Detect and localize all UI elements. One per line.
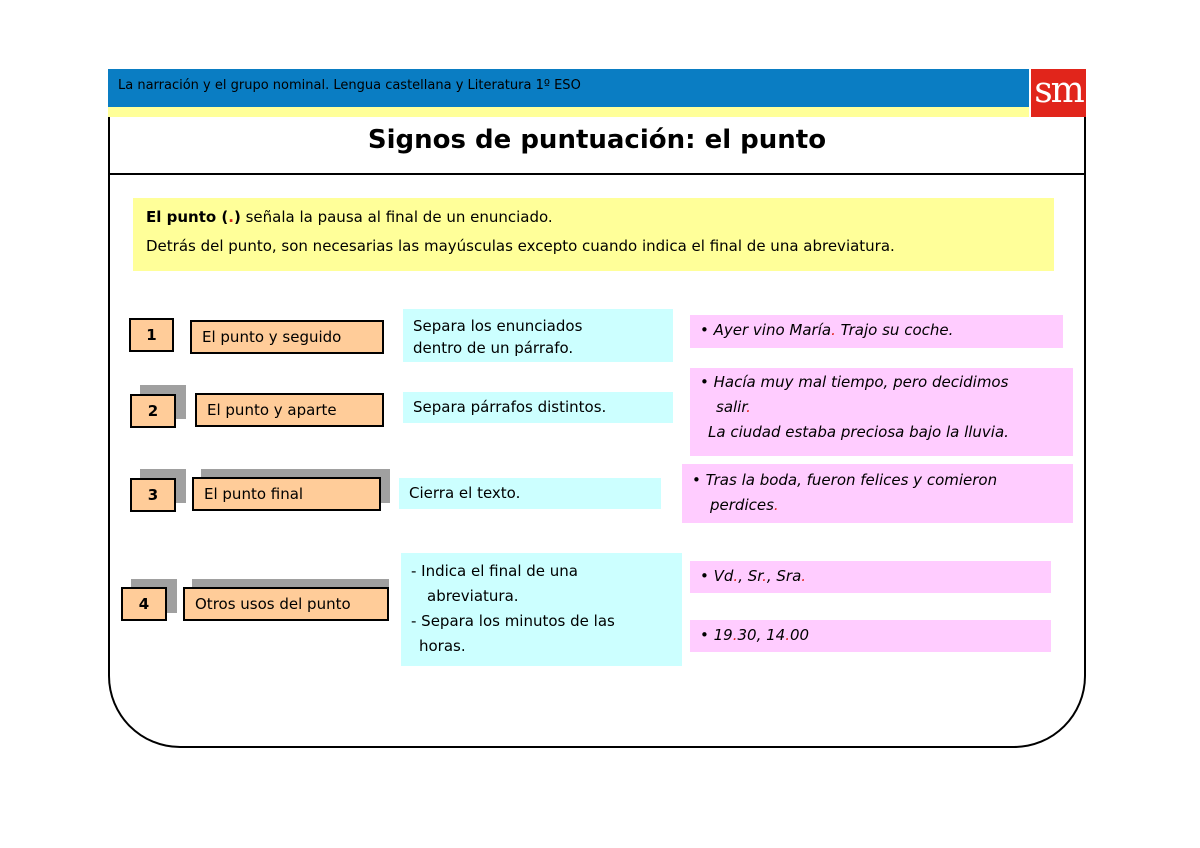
example-dot: .	[746, 398, 751, 416]
item-description-1	[403, 309, 673, 362]
example-text: Tras la boda, fueron felices y comieron	[705, 471, 998, 489]
item-description-4	[401, 553, 682, 666]
item-example-1	[690, 315, 1063, 348]
example-line	[700, 623, 1041, 648]
sm-logo: sm	[1031, 69, 1086, 117]
definition-line-1	[146, 208, 553, 226]
definition-term: El punto (	[146, 208, 229, 226]
item-number-3: 3	[130, 478, 176, 512]
item-description-2	[403, 392, 673, 423]
description-line: - Separa los minutos de las	[411, 612, 615, 630]
item-number-2: 2	[130, 394, 176, 428]
bullet: •	[700, 567, 714, 585]
item-description-3	[399, 478, 661, 509]
bullet: •	[700, 373, 714, 391]
description-line: Cierra el texto.	[409, 484, 521, 502]
item-example-2	[690, 368, 1073, 456]
bullet: •	[700, 321, 714, 339]
page-title: Signos de puntuación: el punto	[367, 125, 827, 155]
example-line	[700, 318, 1053, 343]
definition-dot: .	[228, 208, 234, 226]
item-name-3: El punto final	[192, 477, 381, 511]
example-text: 19	[713, 626, 733, 644]
description-line: abreviatura.	[427, 587, 519, 605]
bullet: •	[692, 471, 706, 489]
example-line	[692, 493, 1063, 518]
bullet: •	[700, 626, 714, 644]
description-line: horas.	[419, 637, 466, 655]
item-example-4b	[690, 620, 1051, 652]
example-text: perdices	[710, 496, 774, 514]
definition-text: señala la pausa al final de un enunciado.	[240, 208, 553, 226]
example-text: Hacía muy mal tiempo, pero decidimos	[713, 373, 1009, 391]
example-line	[700, 395, 1063, 420]
example-line	[700, 564, 1041, 589]
example-text: salir	[716, 398, 747, 416]
item-name-1: El punto y seguido	[190, 320, 384, 354]
item-example-4a	[690, 561, 1051, 593]
header-stripe	[108, 107, 1029, 117]
item-number-1: 1	[129, 318, 174, 352]
example-dot: .	[733, 567, 739, 585]
example-dot: .	[773, 496, 779, 514]
example-text: Ayer vino María	[713, 321, 832, 339]
description-line: Separa párrafos distintos.	[413, 398, 607, 416]
example-text: Trajo su coche.	[835, 321, 954, 339]
example-dot: .	[801, 567, 807, 585]
example-text: 00	[790, 626, 810, 644]
description-line: dentro de un párrafo.	[413, 339, 574, 357]
example-text: , Sr	[738, 567, 763, 585]
example-dot: .	[785, 626, 790, 644]
example-text: Vd	[713, 567, 734, 585]
example-text: 30, 14	[737, 626, 786, 644]
item-name-2: El punto y aparte	[195, 393, 384, 427]
header-subtitle: La narración y el grupo nominal. Lengua castellana y Literatura 1º ESO	[118, 78, 581, 93]
item-name-4: Otros usos del punto	[183, 587, 389, 621]
item-number-4: 4	[121, 587, 167, 621]
example-dot: .	[831, 321, 836, 339]
example-line	[692, 468, 1063, 493]
example-line	[700, 370, 1063, 395]
definition-paren: )	[233, 208, 241, 226]
example-text: , Sra	[766, 567, 802, 585]
example-dot: .	[762, 567, 767, 585]
example-dot: .	[732, 626, 738, 644]
item-example-3	[682, 464, 1073, 523]
description-line: Separa los enunciados	[413, 317, 583, 335]
definition-line-2: Detrás del punto, son necesarias las mayúsculas excepto cuando indica el final de una abreviatura.	[146, 237, 895, 255]
description-line: - Indica el final de una	[411, 562, 578, 580]
example-line: La ciudad estaba preciosa bajo la lluvia.	[708, 423, 1009, 441]
